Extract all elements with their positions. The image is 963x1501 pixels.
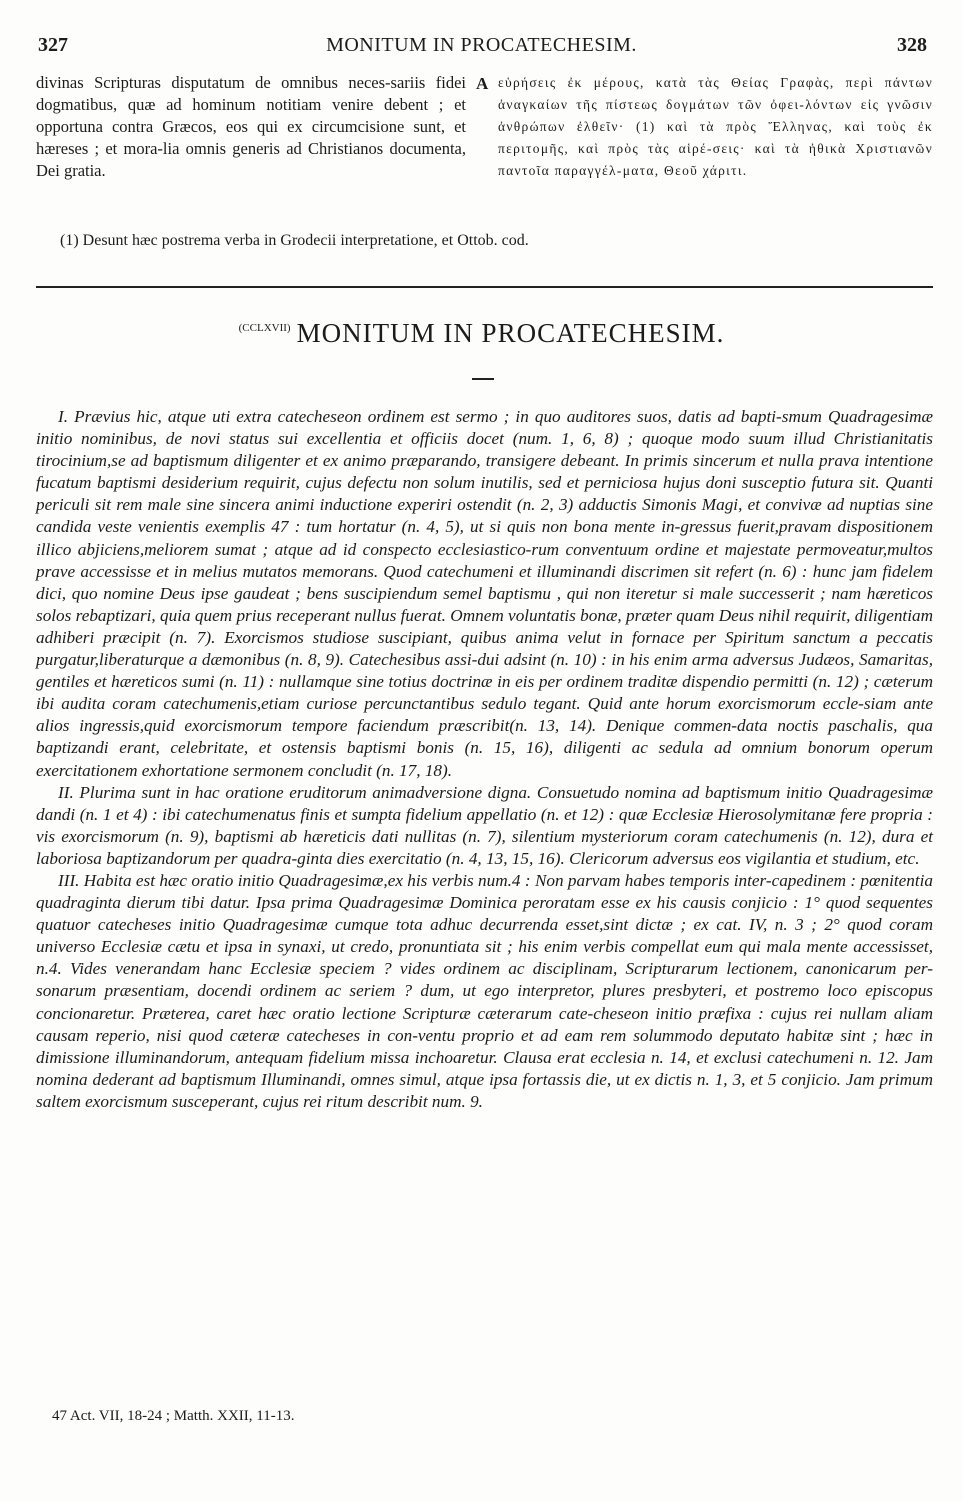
section-divider (36, 286, 933, 288)
page-number-left: 327 (38, 34, 68, 56)
paragraph-1: I. Prævius hic, atque uti extra catecheseon ordinem est sermo ; in quo auditores suos, datis ad bapti-smum Quadragesimæ initio nominibus, de novi status sui excellentia et officiis docet (num. 1, 6, 8) ; quoque modo suum illud Christianitatis tirocinium,se ad baptismum diligenter et ex animo præparando, transigere debeant. In primis sincerum et nulla prava intentione fucatum baptismi desiderium requirit, cujus defectu non solum inutilis, sed et perniciosa hujus doni susceptio futura sit. Quanti periculi sit rem male sine sincera animi inductione experiri ostendit (n. 2, 3) adductis Simonis Magi, et convivæ ad nuptias sine candida veste venientis exemplis 47 : tum hortatur (n. 4, 5), ut si quis non bona mente in-gressus fuerit,pravam dispositionem illico abjiciens,meliorem sumat ; atque ad id conspecto ecclesiastico-rum conventuum ordine et majestate permoveatur,multos prave accessisse et in melius mutatos memorans. Quod catechumeni et illuminandi discrimen sit refert (n. 6) : hunc jam fidelem dici, quo nomine Deus ipse gaudeat ; bens suscipiendum semel baptismu , qui non iteretur si male successerit ; nam hæreticos solos rebaptizari, quia quem prius receperant nullus fuerat. Omnem voluntatis bonæ, præter quam Deus nihil requirit, diligentiam adhiberi præcipit (n. 7). Exorcismos studiose suscipiant, quibus anima velut in fornace per Spiritum sanctum a peccatis purgatur,liberaturque a dæmonibus (n. 8, 9). Catechesibus assi-dui adsint (n. 10) : in his enim arma adversus Judæos, Samaritas, gentiles et hæreticos sumi (n. 11) : nullamque sine totius doctrinæ in eis per ordinem traditæ dispendio permitti (n. 12) ; cæterum ibi audita coram catechumenis,etiam curiose percunctantibus sedulo tegant. Quid ante horum exorcismorum eccle-siam ante alios ingressis,quid exorcismorum tempore faciendum præscribit(n. 13, 14). Denique commen-data noctis paschalis, qua baptizandi erant, celebritate, et ostensis baptismi bonis (n. 15, 16), diligenti ac sedula ad omnium bonorum operum exercitationem exhortatione sermonem concludit (n. 17, 18). (36, 407, 933, 780)
latin-column: divinas Scripturas disputatum de omnibus neces-sariis fidei dogmatibus, quæ ad hominum notitiam venire debent ; et opportuna contra Græcos, eos qui ex circumcisione sunt, et hæreses ; et mora-lia omnis generis ad Christianos documenta, Dei gratia. (36, 73, 466, 180)
paragraph-3: III. Habita est hæc oratio initio Quadragesimæ,ex his verbis num.4 : Non parvam habes temporis inter-capedinem : pœnitentia quadraginta dierum tibi datur. Ipsa prima Quadragesimæ Dominica peroratam esse ex his causis conjicio : 1° quod sequentes quatuor catecheses initio Quadragesimæ cumque tota adhuc decurrenda esset,sint dictæ ; ex cat. IV, n. 3 ; 2° quod coram universo Ecclesiæ cætu et ipsa in synaxi, ut credo, pronuntiata sit ; his enim verbis compellat eum qui mala mente accessisset, n.4. Vides venerandam hanc Ecclesiæ speciem ? vides ordinem ac disciplinam, Scripturarum lectionem, canonicarum per-sonarum præsentiam, docendi ordinem ac seriem ? dum, ut ego interpretor, plures presbyteri, et postremo loco episcopus concionaretur. Præterea, caret hæc oratio lectione Scripturæ cæterarum cate-cheseon initio præfixa : cujus rei nullam aliam causam reperio, nisi quod cæteræ catecheses in con-ventu proprio et ad eam rem solummodo deputato habitæ sint ; hæc in dimissione illuminandorum, antequam fidelium missa inchoaretur. Clausa erat ecclesia n. 14, et exclusi catechumeni n. 12. Jam nomina dederant ad baptismum Illuminandi, omnes simul, atque ipsa fortassis die, ut ex dictis n. 1, 3, et 5 conjicio. Jam primum saltem exorcismum susceperant, cujus rei ritum describit num. 9. (36, 870, 933, 1111)
footnote-1: (1) Desunt hæc postrema verba in Grodecii interpretatione, et Ottob. cod. (60, 232, 529, 249)
page-number-right: 328 (897, 34, 927, 56)
section-heading (0, 318, 963, 349)
section-number: (CCLXVII) (238, 322, 291, 334)
body-text (36, 406, 933, 1113)
greek-column: εὑρήσεις ἐκ μέρους, κατὰ τὰς Θείας Γραφὰς, περὶ πάντων ἀναγκαίων τῆς πίστεως δογμάτων τῶν ὀφει-λόντων εἰς γνῶσιν ἀνθρώπων ἐλθεῖν· (1) καὶ τὰ πρὸς Ἕλληνας, καὶ τοὺς ἐκ περιτομῆς, καὶ πρὸς τὰς αἱρέ-σεις· καὶ τὰ ἠθικὰ Χριστιανῶν παντοῖα παραγγέλ-ματα, Θεοῦ χάριτι. (498, 75, 933, 178)
footnote-47: 47 Act. VII, 18-24 ; Matth. XXII, 11-13. (52, 1408, 295, 1424)
running-head (32, 34, 931, 58)
running-title: MONITUM IN PROCATECHESIM. (326, 34, 637, 56)
section-title: MONITUM IN PROCATECHESIM. (296, 318, 725, 348)
paragraph-2: II. Plurima sunt in hac oratione eruditorum animadversione digna. Consuetudo nomina ad baptismum initio Quadragesimæ dandi (n. 1 et 4) : ibi catechumenatus finis et sumpta fidelium appellatio (n. et 12) : quæ Ecclesiæ Hierosolymitanæ fere propria : vis exorcismorum (n. 9), baptismi ab hæreticis dati nullitas (n. 7), silentium mysteriorum coram catechumenis (n. 12), dura et laboriosa baptizandorum per quadra-ginta dies exercitatio (n. 4, 13, 15, 16). Clericorum adversus eos vigilantia et studium, etc. (36, 782, 933, 868)
title-dash (472, 378, 494, 380)
column-marker: A (476, 74, 489, 93)
parallel-columns (36, 72, 933, 212)
